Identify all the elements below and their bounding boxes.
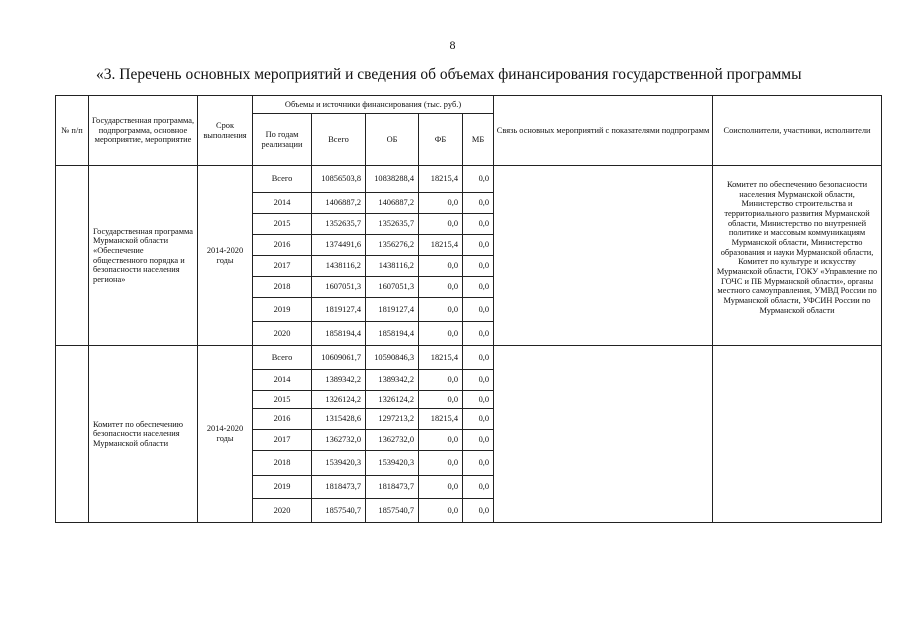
ob-cell: 1362732,0 xyxy=(366,430,419,451)
page-number: 8 xyxy=(449,38,456,52)
mb-cell: 0,0 xyxy=(463,499,494,523)
table-row xyxy=(56,166,882,193)
total-cell: 1607051,3 xyxy=(312,277,366,298)
year-cell: 2016 xyxy=(253,235,312,256)
ob-cell: 1297213,2 xyxy=(366,409,419,430)
total-cell: 1326124,2 xyxy=(312,391,366,409)
ob-cell: 10590846,3 xyxy=(366,346,419,370)
row-number xyxy=(56,166,89,346)
mb-cell: 0,0 xyxy=(463,235,494,256)
mb-cell: 0,0 xyxy=(463,370,494,391)
header-total: Всего xyxy=(312,114,366,166)
mb-cell: 0,0 xyxy=(463,476,494,499)
row-number xyxy=(56,346,89,523)
year-cell: 2014 xyxy=(253,370,312,391)
mb-cell: 0,0 xyxy=(463,277,494,298)
total-cell: 10856503,8 xyxy=(312,166,366,193)
mb-cell: 0,0 xyxy=(463,409,494,430)
total-cell: 1406887,2 xyxy=(312,193,366,214)
year-cell: 2017 xyxy=(253,430,312,451)
table-body xyxy=(56,166,882,523)
fb-cell: 0,0 xyxy=(419,391,463,409)
program-name: Комитет по обеспечению безопасности населения Мурманской области xyxy=(89,346,198,523)
ob-cell: 1438116,2 xyxy=(366,256,419,277)
mb-cell: 0,0 xyxy=(463,322,494,346)
header-period: Срок выполнения xyxy=(198,96,253,166)
ob-cell: 1818473,7 xyxy=(366,476,419,499)
year-cell: 2020 xyxy=(253,499,312,523)
fb-cell: 0,0 xyxy=(419,277,463,298)
fb-cell: 0,0 xyxy=(419,193,463,214)
header-fb: ФБ xyxy=(419,114,463,166)
fb-cell: 0,0 xyxy=(419,322,463,346)
total-cell: 1389342,2 xyxy=(312,370,366,391)
header-link: Связь основных мероприятий с показателями подпрограмм xyxy=(494,96,713,166)
year-cell: 2020 xyxy=(253,322,312,346)
fb-cell: 18215,4 xyxy=(419,166,463,193)
header-funding-group: Объемы и источники финансирования (тыс. руб.) xyxy=(253,96,494,114)
total-cell: 1438116,2 xyxy=(312,256,366,277)
mb-cell: 0,0 xyxy=(463,256,494,277)
fb-cell: 0,0 xyxy=(419,476,463,499)
fb-cell: 0,0 xyxy=(419,451,463,476)
mb-cell: 0,0 xyxy=(463,451,494,476)
link-cell xyxy=(494,346,713,523)
ob-cell: 1857540,7 xyxy=(366,499,419,523)
header-num: № п/п xyxy=(56,96,89,166)
year-cell: Всего xyxy=(253,166,312,193)
fb-cell: 0,0 xyxy=(419,256,463,277)
table-row xyxy=(56,346,882,370)
ob-cell: 1539420,3 xyxy=(366,451,419,476)
year-cell: 2015 xyxy=(253,391,312,409)
total-cell: 1374491,6 xyxy=(312,235,366,256)
header-mb: МБ xyxy=(463,114,494,166)
ob-cell: 10838288,4 xyxy=(366,166,419,193)
header-program: Государственная программа, подпрограмма, основное мероприятие, мероприятие xyxy=(89,96,198,166)
year-cell: 2016 xyxy=(253,409,312,430)
executors-cell: Комитет по обеспечению безопасности населения Мурманской области, Министерство строительства и территориального развития Мурманской области, Министерство по внутренней политике и массовым коммуникациям Мурманской области, Министерство образования и науки Мурманской области, Комитет по культуре и искусству Мурманской области, ГОКУ «Управление по ГОЧС и ПБ Мурманской области», органы местного самоуправления, УМВД России по Мурманской области, УФСИН России по Мурманской области xyxy=(713,166,882,346)
ob-cell: 1356276,2 xyxy=(366,235,419,256)
total-cell: 1362732,0 xyxy=(312,430,366,451)
total-cell: 1858194,4 xyxy=(312,322,366,346)
ob-cell: 1819127,4 xyxy=(366,298,419,322)
fb-cell: 18215,4 xyxy=(419,235,463,256)
year-cell: 2014 xyxy=(253,193,312,214)
header-ob: ОБ xyxy=(366,114,419,166)
header-executors: Соисполнители, участники, исполнители xyxy=(713,96,882,166)
mb-cell: 0,0 xyxy=(463,214,494,235)
ob-cell: 1858194,4 xyxy=(366,322,419,346)
program-period: 2014-2020 годы xyxy=(198,346,253,523)
year-cell: 2017 xyxy=(253,256,312,277)
executors-cell xyxy=(713,346,882,523)
ob-cell: 1406887,2 xyxy=(366,193,419,214)
fb-cell: 0,0 xyxy=(419,214,463,235)
total-cell: 1819127,4 xyxy=(312,298,366,322)
ob-cell: 1326124,2 xyxy=(366,391,419,409)
header-by-year: По годам реализации xyxy=(253,114,312,166)
total-cell: 1818473,7 xyxy=(312,476,366,499)
program-period: 2014-2020 годы xyxy=(198,166,253,346)
ob-cell: 1352635,7 xyxy=(366,214,419,235)
total-cell: 10609061,7 xyxy=(312,346,366,370)
mb-cell: 0,0 xyxy=(463,391,494,409)
fb-cell: 0,0 xyxy=(419,298,463,322)
fb-cell: 0,0 xyxy=(419,430,463,451)
program-name: Государственная программа Мурманской области «Обеспечение общественного порядка и безопасности населения региона» xyxy=(89,166,198,346)
ob-cell: 1389342,2 xyxy=(366,370,419,391)
total-cell: 1352635,7 xyxy=(312,214,366,235)
fb-cell: 0,0 xyxy=(419,499,463,523)
year-cell: 2018 xyxy=(253,277,312,298)
mb-cell: 0,0 xyxy=(463,298,494,322)
page-title: «3. Перечень основных мероприятий и сведения об объемах финансирования государственной программы xyxy=(96,66,802,83)
year-cell: 2019 xyxy=(253,476,312,499)
year-cell: 2019 xyxy=(253,298,312,322)
ob-cell: 1607051,3 xyxy=(366,277,419,298)
link-cell xyxy=(494,166,713,346)
mb-cell: 0,0 xyxy=(463,193,494,214)
total-cell: 1315428,6 xyxy=(312,409,366,430)
fb-cell: 18215,4 xyxy=(419,409,463,430)
mb-cell: 0,0 xyxy=(463,166,494,193)
funding-table xyxy=(55,95,882,523)
year-cell: Всего xyxy=(253,346,312,370)
total-cell: 1539420,3 xyxy=(312,451,366,476)
year-cell: 2015 xyxy=(253,214,312,235)
mb-cell: 0,0 xyxy=(463,430,494,451)
total-cell: 1857540,7 xyxy=(312,499,366,523)
header-row xyxy=(56,96,882,114)
fb-cell: 18215,4 xyxy=(419,346,463,370)
mb-cell: 0,0 xyxy=(463,346,494,370)
year-cell: 2018 xyxy=(253,451,312,476)
fb-cell: 0,0 xyxy=(419,370,463,391)
